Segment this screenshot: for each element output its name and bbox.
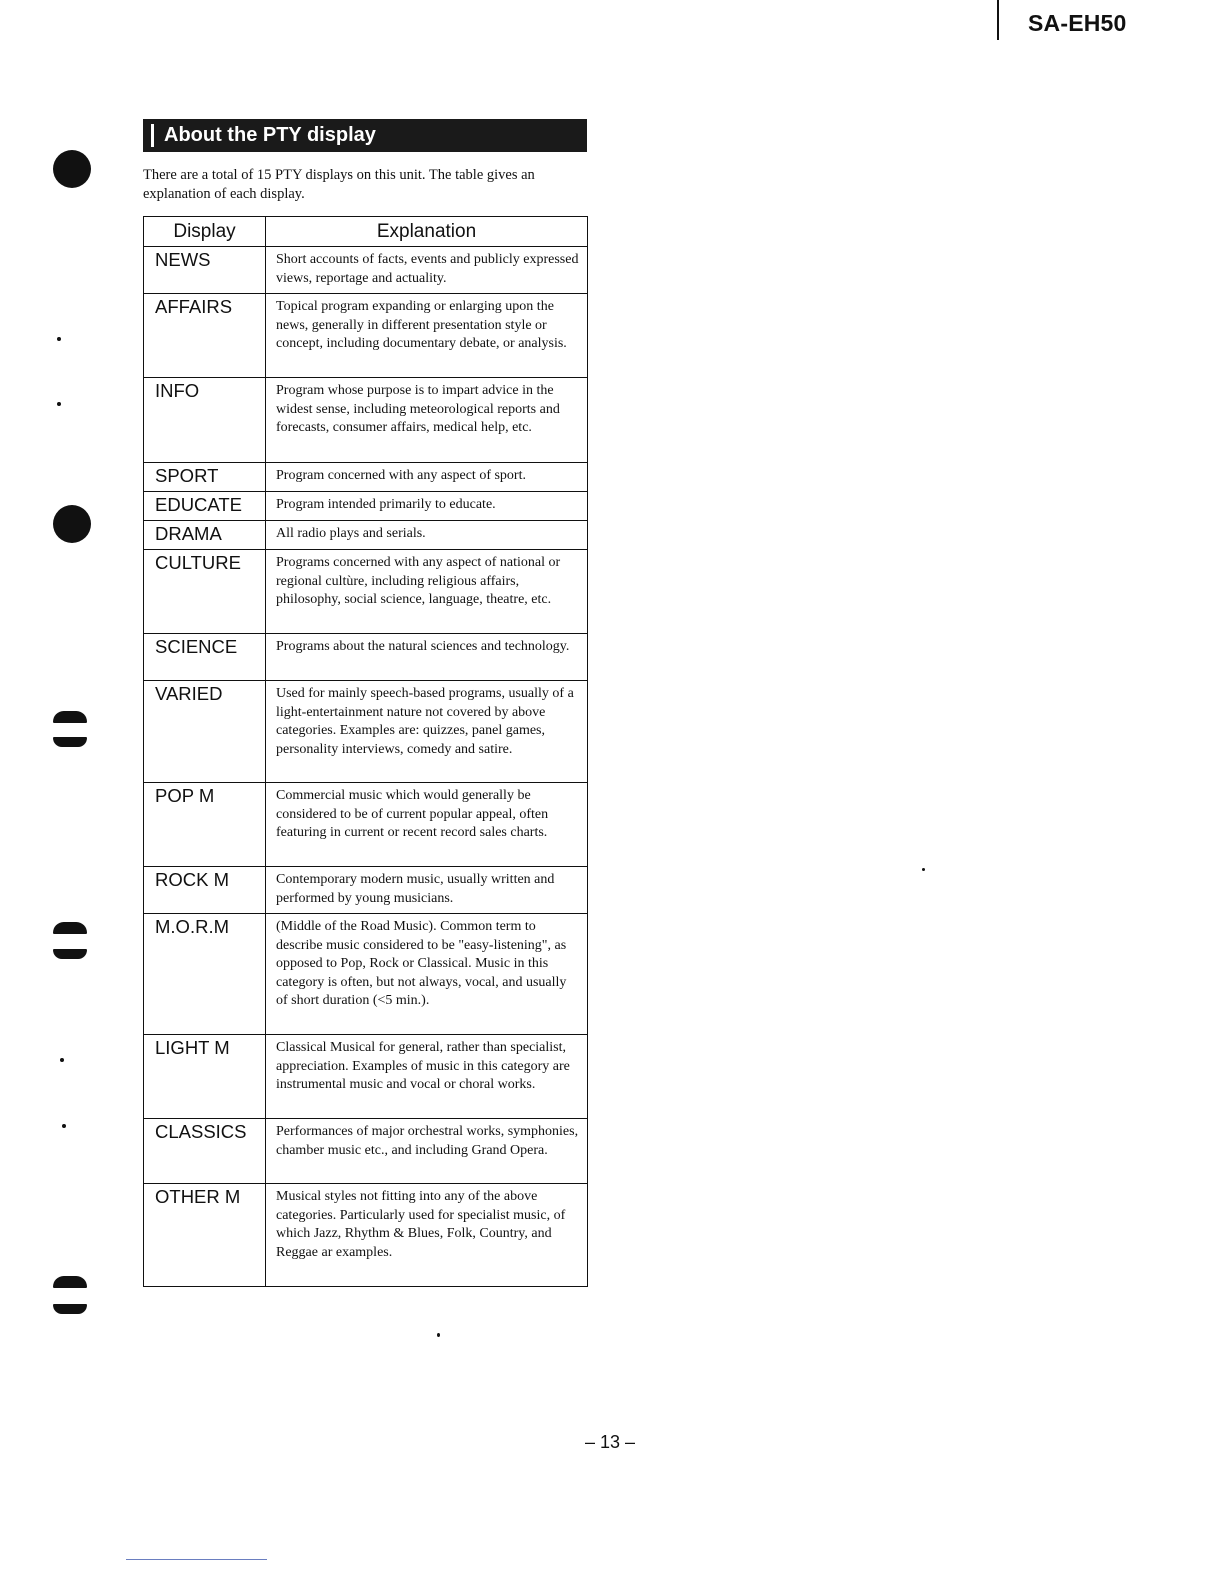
display-cell: CLASSICS — [144, 1119, 266, 1184]
table-row — [144, 247, 588, 294]
scan-speck — [57, 337, 61, 341]
explanation-cell: Program intended primarily to educate. — [266, 492, 588, 521]
display-cell: LIGHT M — [144, 1035, 266, 1119]
explanation-cell: (Middle of the Road Music). Common term to describe music considered to be "easy-listening", as opposed to Pop, Rock or Classical. Music in this category is often, but not always, vocal, and usually of short duration (<5 min.). — [266, 914, 588, 1035]
display-cell: VARIED — [144, 681, 266, 783]
pty-table — [143, 216, 588, 1287]
display-cell: SCIENCE — [144, 634, 266, 681]
punch-hole-3-top — [53, 711, 87, 723]
footer-rule — [126, 1559, 267, 1560]
scan-speck — [62, 1124, 66, 1128]
table-row — [144, 492, 588, 521]
table-row — [144, 1119, 588, 1184]
table-row — [144, 378, 588, 463]
model-number: SA-EH50 — [1028, 10, 1127, 36]
table-header-row — [144, 217, 588, 247]
table-row — [144, 521, 588, 550]
explanation-cell: Classical Musical for general, rather than specialist, appreciation. Examples of music in this category are instrumental music and vocal or choral works. — [266, 1035, 588, 1119]
explanation-cell: Programs about the natural sciences and technology. — [266, 634, 588, 681]
table-row — [144, 867, 588, 914]
table-row — [144, 634, 588, 681]
column-header-explanation: Explanation — [266, 217, 588, 247]
explanation-cell: Contemporary modern music, usually written and performed by young musicians. — [266, 867, 588, 914]
table-row — [144, 783, 588, 867]
section-header-bar — [151, 124, 154, 147]
display-cell: CULTURE — [144, 550, 266, 634]
table-row — [144, 550, 588, 634]
punch-hole-1 — [53, 150, 91, 188]
table-row — [144, 681, 588, 783]
punch-hole-4-bottom — [53, 949, 87, 959]
section-title: About the PTY display — [164, 124, 376, 146]
section-header — [143, 119, 587, 152]
display-cell: AFFAIRS — [144, 294, 266, 378]
explanation-cell: Used for mainly speech-based programs, usually of a light-entertainment nature not covered by above categories. Examples are: quizzes, panel games, personality interviews, comedy and satire. — [266, 681, 588, 783]
display-cell: EDUCATE — [144, 492, 266, 521]
header-divider — [997, 0, 999, 40]
scan-speck — [57, 402, 61, 406]
explanation-cell: Performances of major orchestral works, symphonies, chamber music etc., and including Grand Opera. — [266, 1119, 588, 1184]
table-row — [144, 1035, 588, 1119]
page-number: – 13 – — [585, 1432, 636, 1452]
display-cell: SPORT — [144, 463, 266, 492]
punch-hole-5-top — [53, 1276, 87, 1288]
display-cell: OTHER M — [144, 1184, 266, 1287]
explanation-cell: Commercial music which would generally be considered to be of current popular appeal, often featuring in current or recent record sales charts. — [266, 783, 588, 867]
explanation-cell: Topical program expanding or enlarging upon the news, generally in different presentation style or concept, including documentary debate, or analysis. — [266, 294, 588, 378]
display-cell: DRAMA — [144, 521, 266, 550]
punch-hole-2 — [53, 505, 91, 543]
punch-hole-5-bottom — [53, 1304, 87, 1314]
explanation-cell: Program concerned with any aspect of sport. — [266, 463, 588, 492]
display-cell: ROCK M — [144, 867, 266, 914]
column-header-display: Display — [144, 217, 266, 247]
explanation-cell: Short accounts of facts, events and publicly expressed views, reportage and actuality. — [266, 247, 588, 294]
display-cell: POP M — [144, 783, 266, 867]
explanation-cell: Program whose purpose is to impart advice in the widest sense, including meteorological reports and forecasts, consumer affairs, medical help, etc. — [266, 378, 588, 463]
explanation-cell: Programs concerned with any aspect of national or regional cultùre, including religious affairs, philosophy, social science, language, theatre, etc. — [266, 550, 588, 634]
display-cell: NEWS — [144, 247, 266, 294]
explanation-cell: Musical styles not fitting into any of the above categories. Particularly used for specialist music, of which Jazz, Rhythm & Blues, Folk, Country, and Reggae ar examples. — [266, 1184, 588, 1287]
scan-speck — [922, 868, 925, 871]
punch-hole-4-top — [53, 922, 87, 934]
punch-hole-3-bottom — [53, 737, 87, 747]
scan-speck — [437, 1333, 440, 1337]
intro-paragraph: There are a total of 15 PTY displays on this unit. The table gives an explanation of each display. — [143, 167, 535, 202]
table-row — [144, 294, 588, 378]
table-row — [144, 463, 588, 492]
scan-speck — [60, 1058, 64, 1062]
display-cell: INFO — [144, 378, 266, 463]
table-row — [144, 914, 588, 1035]
display-cell: M.O.R.M — [144, 914, 266, 1035]
explanation-cell: All radio plays and serials. — [266, 521, 588, 550]
table-row — [144, 1184, 588, 1287]
